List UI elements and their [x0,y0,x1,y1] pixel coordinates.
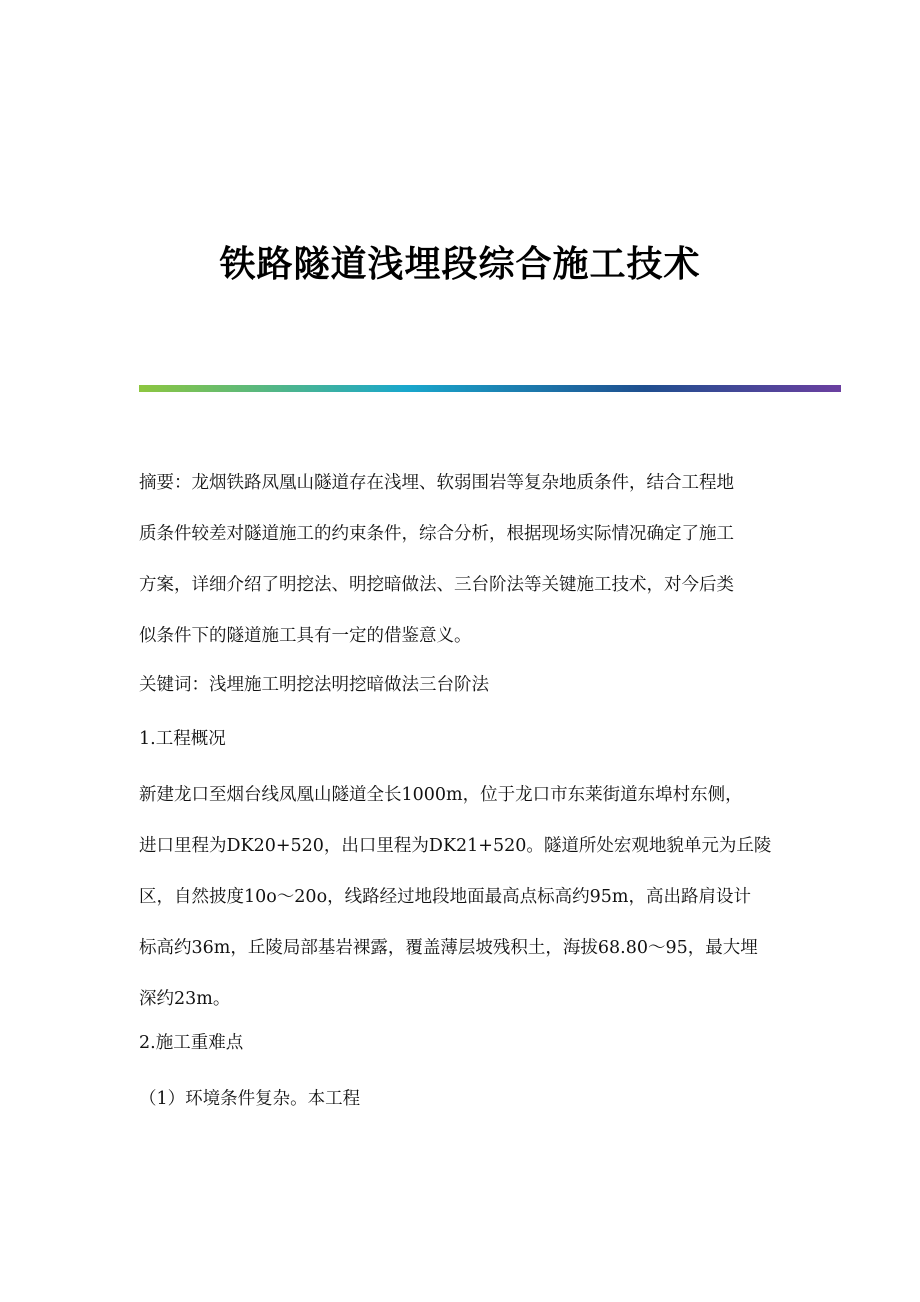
section-heading: 2.施工重难点 [139,1033,244,1053]
section1-line: 深约23m。 [139,989,231,1009]
section2-item [139,1074,789,1125]
section2-item1: （1）环境条件复杂。本工程 [139,1089,361,1109]
abstract-line: 方案，详细介绍了明挖法、明挖暗做法、三台阶法等关键施工技术，对今后类 [139,575,734,595]
abstract-paragraph [139,458,789,662]
abstract-line: 摘要：龙烟铁路凤凰山隧道存在浅埋、软弱围岩等复杂地质条件，结合工程地 [139,473,734,493]
divider-bar [139,385,841,392]
section1-heading [139,714,789,765]
section1-line: 新建龙口至烟台线凤凰山隧道全长1000m，位于龙口市东莱街道东埠村东侧， [139,785,743,805]
title-divider [139,385,841,392]
abstract-line: 质条件较差对隧道施工的约束条件，综合分析，根据现场实际情况确定了施工 [139,524,734,544]
section1-line: 标高约36m，丘陵局部基岩裸露，覆盖薄层坡残积土，海拔68.80～95，最大埋 [139,938,758,958]
section1-line: 区，自然披度10o～20o，线路经过地段地面最高点标高约95m，高出路肩设计 [139,887,751,907]
keywords-paragraph [139,660,789,711]
document-title: 铁路隧道浅埋段综合施工技术 [219,243,701,286]
abstract-line: 似条件下的隧道施工具有一定的借鉴意义。 [139,626,472,646]
section1-paragraph [139,770,789,1025]
section-heading: 1.工程概况 [139,729,226,749]
keywords-line: 关键词：浅埋施工明挖法明挖暗做法三台阶法 [139,675,489,695]
section2-heading [139,1018,789,1069]
section1-line: 进口里程为DK20+520，出口里程为DK21+520。隧道所处宏观地貌单元为丘陵 [139,836,772,856]
